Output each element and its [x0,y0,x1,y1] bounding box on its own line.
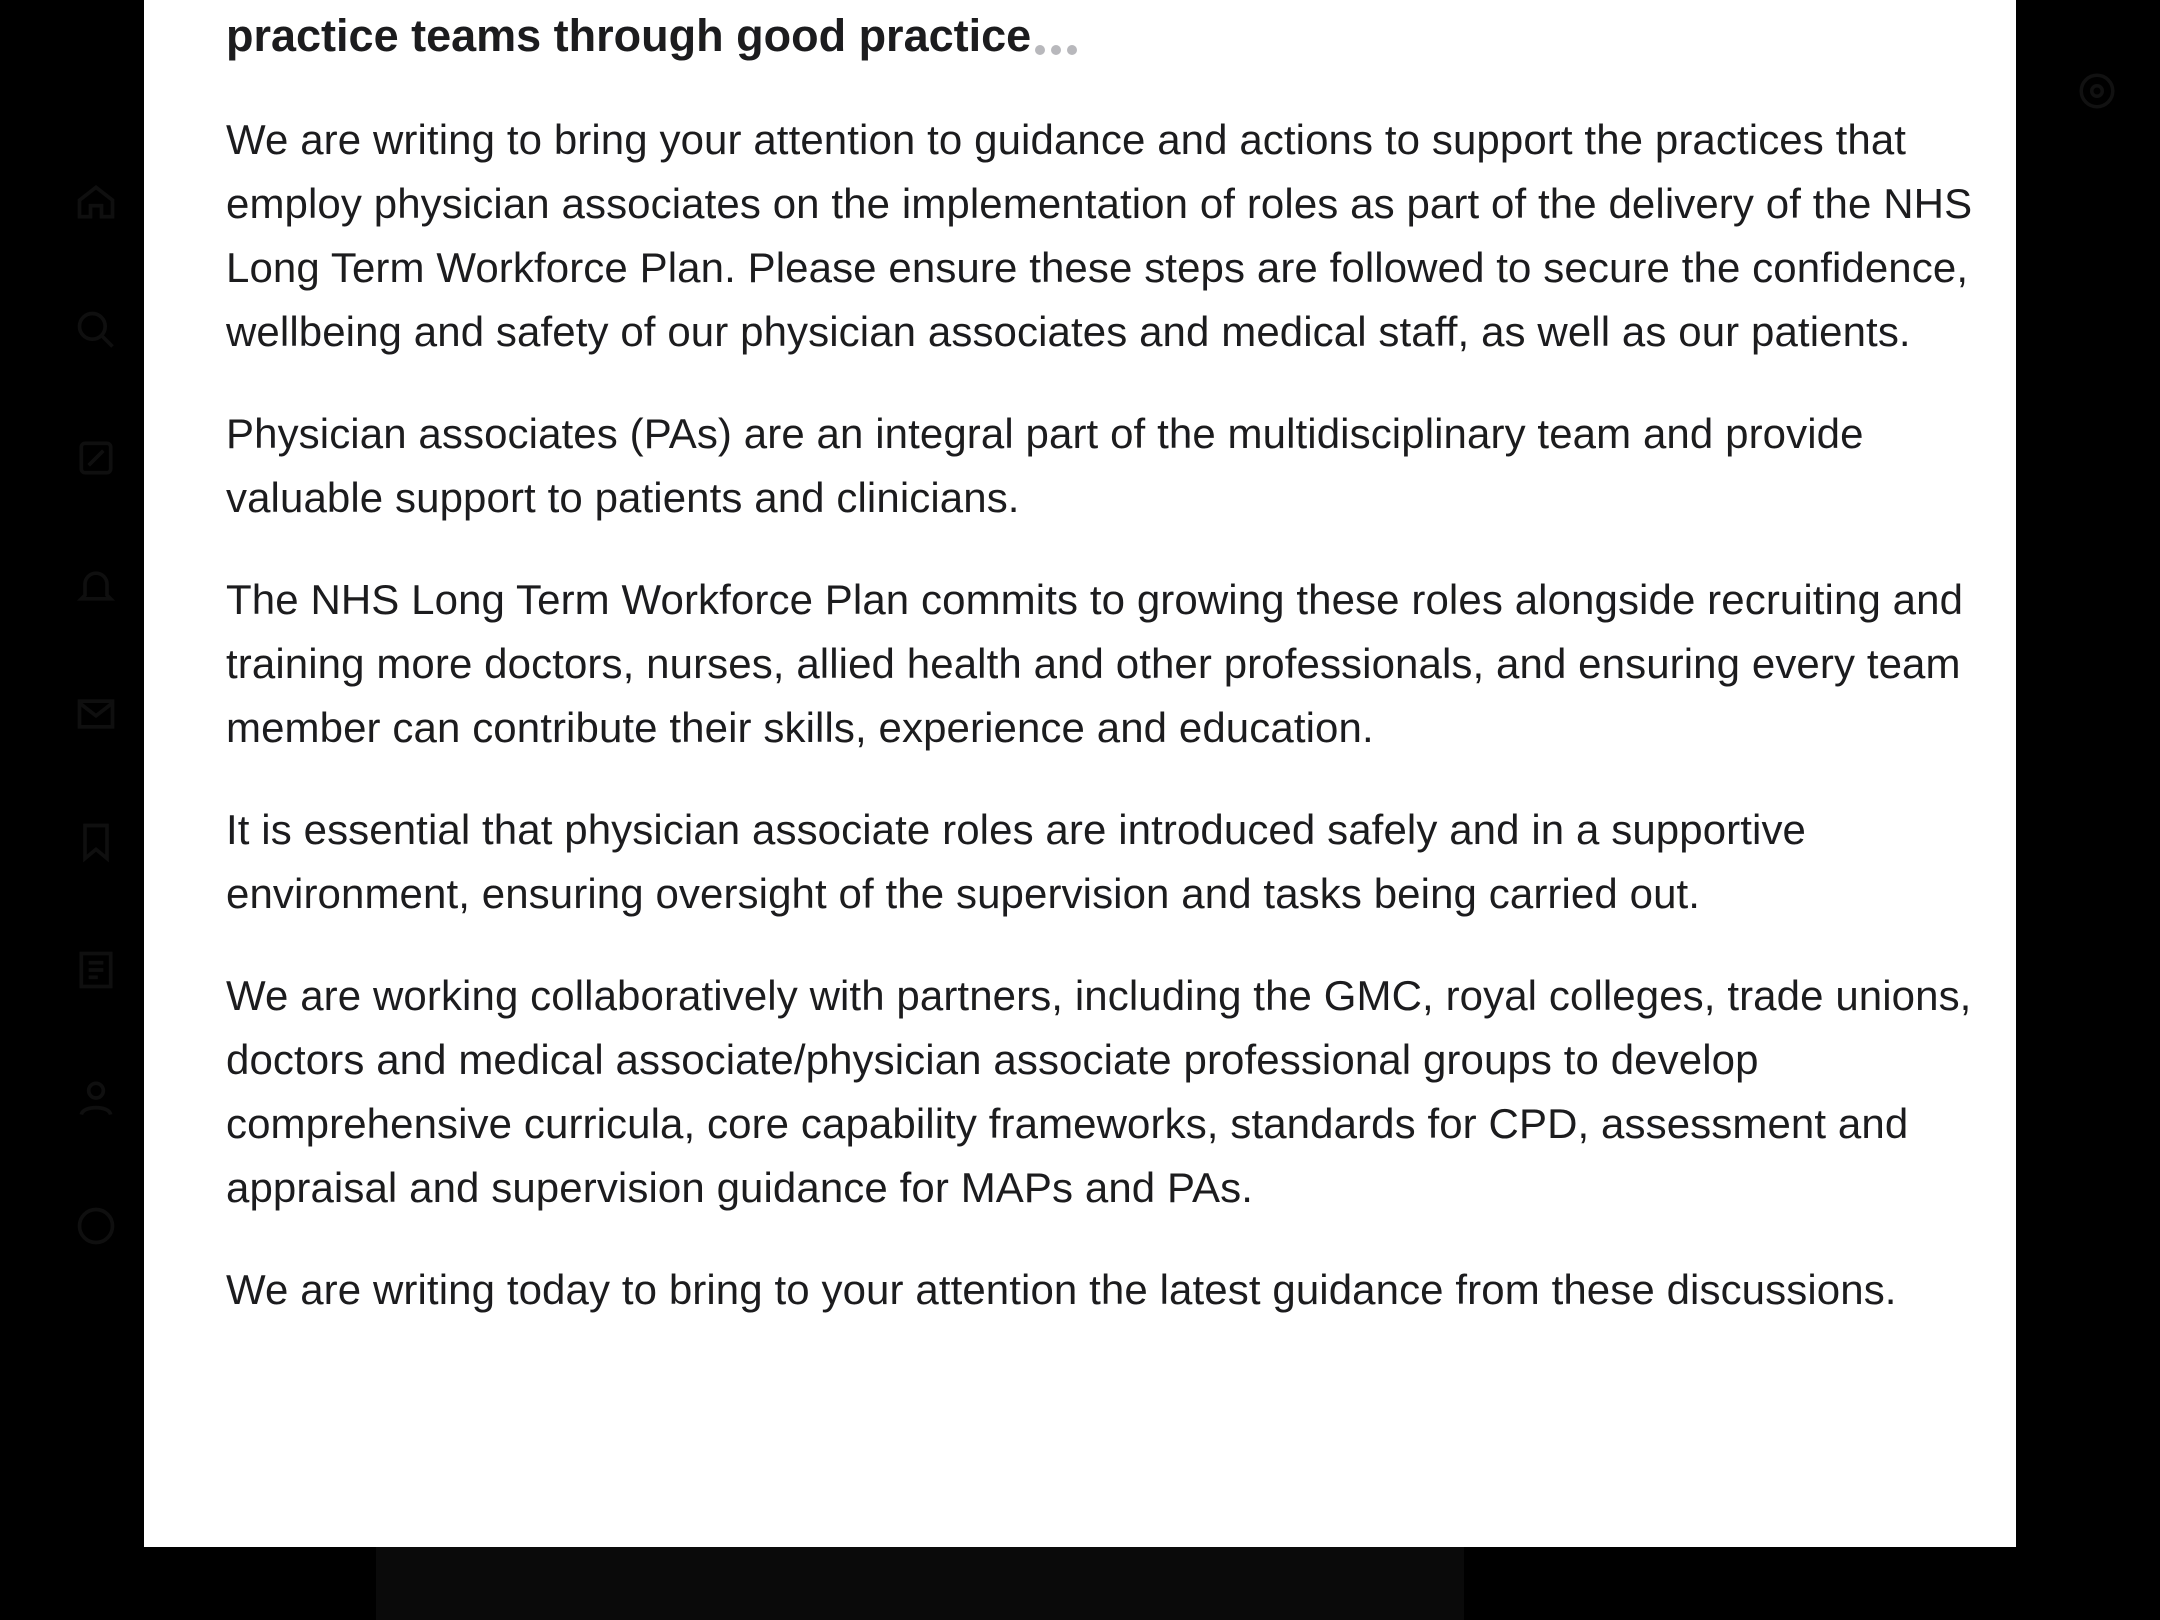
bookmark-icon[interactable] [74,820,118,864]
mail-icon[interactable] [74,692,118,736]
paragraph-workforce-plan: The NHS Long Term Workforce Plan commits to growing these roles alongside recruiting and training more doctors, nurses, allied health and other professionals, and ensuring every team member can contribute their skills, experience and education. [226,576,1964,751]
document-heading-text: practice teams through good practice [226,10,1032,61]
document-heading [226,4,1031,68]
ellipsis-icon[interactable] [1033,10,1079,24]
more-circle-icon[interactable] [74,1204,118,1248]
grok-icon[interactable] [74,436,118,480]
paragraph-latest-guidance: We are writing today to bring to your attention the latest guidance from these discussions. [226,1266,1897,1313]
bell-icon[interactable] [74,564,118,608]
document-panel [144,0,2016,1547]
settings-icon[interactable] [2076,70,2118,112]
sidebar-nav [0,0,144,1620]
person-icon[interactable] [74,1076,118,1120]
search-icon[interactable] [74,308,118,352]
list-icon[interactable] [74,948,118,992]
paragraph-safe-introduction: It is essential that physician associate roles are introduced safely and in a supportive environment, ensuring oversight of the supervision and tasks being carried out. [226,806,1807,917]
document-content [226,0,1982,1322]
paragraph-intro: We are writing to bring your attention to guidance and actions to support the practices that employ physician associates on the implementation of roles as part of the delivery of the NHS Long Term Workforce Plan. Please ensure these steps are followed to secure the confidence, wellbeing and safety of our physician associates and medical staff, as well as our patients. [226,116,1973,355]
paragraph-collaboration: We are working collaboratively with partners, including the GMC, royal colleges, trade unions, doctors and medical associate/physician associate professional groups to develop comprehensive curricula, core capability frameworks, standards for CPD, assessment and appraisal and supervision guidance for MAPs and PAs. [226,972,1972,1211]
bottom-bar [376,1547,1464,1620]
home-icon[interactable] [74,180,118,224]
paragraph-pa-role: Physician associates (PAs) are an integral part of the multidisciplinary team and provide valuable support to patients and clinicians. [226,410,1864,521]
